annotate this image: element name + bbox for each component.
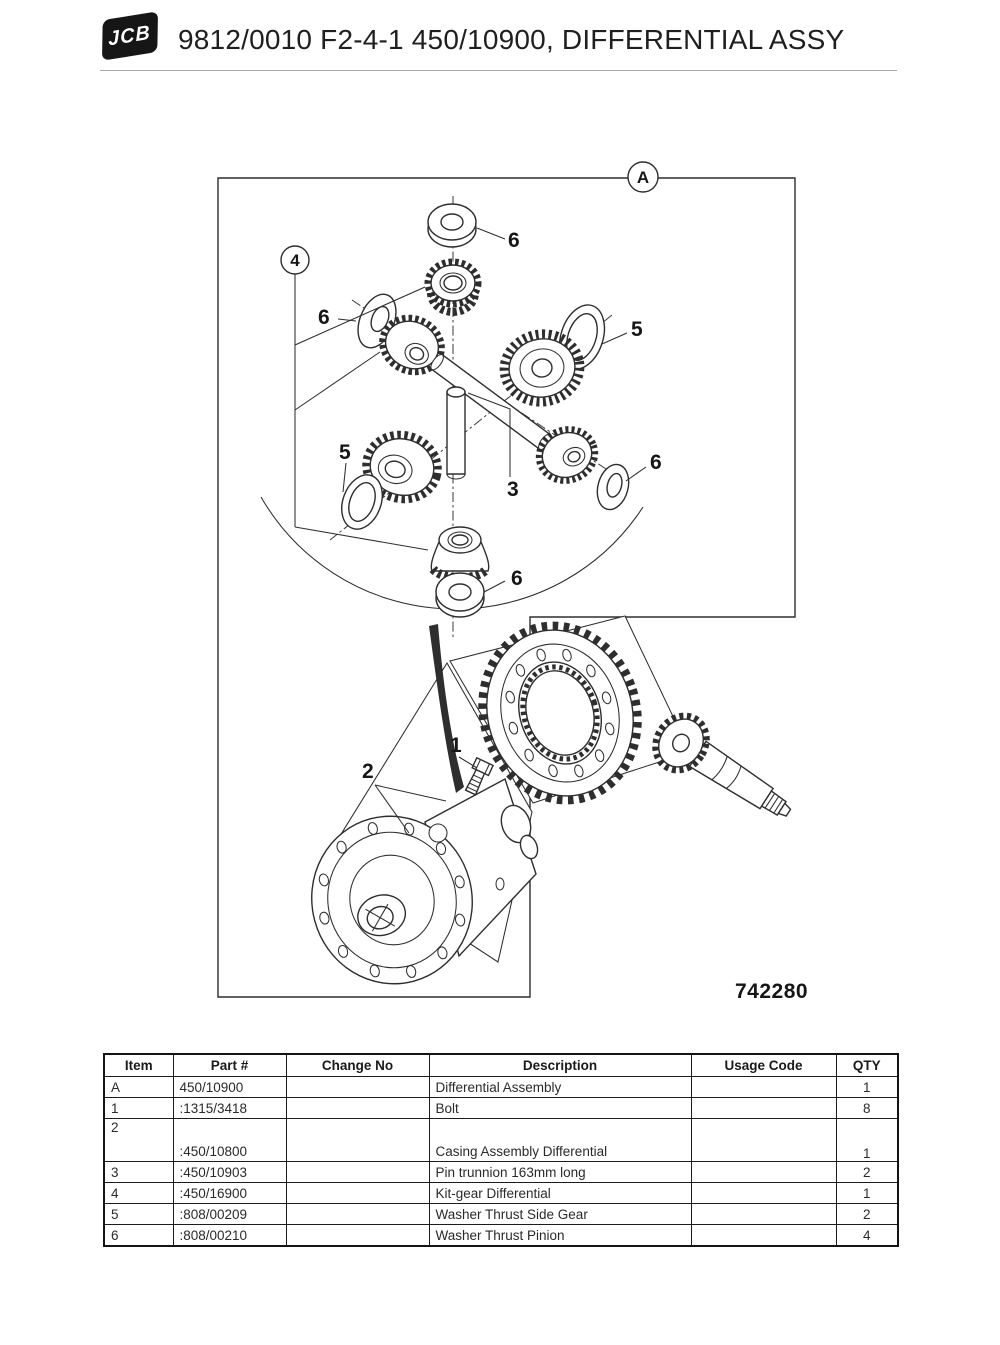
cell-change [286, 1225, 429, 1247]
pinion-shaft [646, 706, 804, 836]
callout-1: 1 [450, 734, 462, 757]
cell-item: 4 [104, 1183, 173, 1204]
jcb-logo-text: JCB [108, 21, 152, 50]
cell-item: 6 [104, 1225, 173, 1247]
callout-5-right: 5 [631, 318, 643, 341]
cell-part: :450/16900 [173, 1183, 286, 1204]
cell-usage [691, 1119, 836, 1162]
cell-usage [691, 1077, 836, 1098]
figure-number: 742280 [735, 980, 809, 1003]
table-row [104, 1098, 898, 1119]
washer-thrust-bottom [436, 573, 484, 617]
cell-part: 450/10900 [173, 1077, 286, 1098]
cell-item: 1 [104, 1098, 173, 1119]
cell-change [286, 1098, 429, 1119]
cell-qty: 1 [836, 1119, 898, 1162]
table-row [104, 1077, 898, 1098]
cell-description: Kit-gear Differential [429, 1183, 691, 1204]
cell-usage [691, 1204, 836, 1225]
gear-pinion-top [428, 262, 478, 312]
cell-usage [691, 1225, 836, 1247]
balloon-A [628, 162, 658, 192]
cell-item: 3 [104, 1162, 173, 1183]
washer-thrust-top [428, 204, 476, 247]
cell-description: Pin trunnion 163mm long [429, 1162, 691, 1183]
washer-thrust-lower-right [593, 461, 634, 513]
balloon-4-number: 4 [290, 251, 300, 270]
cell-item: 2 [104, 1119, 173, 1162]
callout-5-lower-left: 5 [339, 441, 351, 464]
cell-usage [691, 1162, 836, 1183]
callout-2: 2 [362, 760, 374, 783]
cell-description: Washer Thrust Side Gear [429, 1204, 691, 1225]
callout-3: 3 [507, 478, 519, 501]
cell-part: :1315/3418 [173, 1098, 286, 1119]
callout-6-left: 6 [318, 306, 330, 329]
cell-part: :450/10800 [173, 1119, 286, 1162]
cell-description: Bolt [429, 1098, 691, 1119]
cell-description: Washer Thrust Pinion [429, 1225, 691, 1247]
leader-6-lower-right [626, 467, 646, 481]
cell-usage [691, 1098, 836, 1119]
cell-item: A [104, 1077, 173, 1098]
table-row [104, 1162, 898, 1183]
cell-qty: 2 [836, 1162, 898, 1183]
cell-part: :808/00209 [173, 1204, 286, 1225]
cell-part: :808/00210 [173, 1225, 286, 1247]
cell-qty: 4 [836, 1225, 898, 1247]
cell-change [286, 1162, 429, 1183]
cell-change [286, 1183, 429, 1204]
leader-6-top [477, 228, 505, 239]
pin-trunnion-vertical [447, 387, 465, 479]
cell-description: Casing Assembly Differential [429, 1119, 691, 1162]
callout-6-top: 6 [508, 229, 520, 252]
leader-6-bottom [484, 581, 505, 592]
cell-part: :450/10903 [173, 1162, 286, 1183]
cell-qty: 2 [836, 1204, 898, 1225]
cell-qty: 1 [836, 1077, 898, 1098]
col-header-usage: Usage Code [691, 1054, 836, 1077]
cell-qty: 8 [836, 1098, 898, 1119]
parts-table [103, 1053, 899, 1247]
page-title: 9812/0010 F2-4-1 450/10900, DIFFERENTIAL ASSY [178, 24, 845, 55]
cell-change [286, 1204, 429, 1225]
col-header-description: Description [429, 1054, 691, 1077]
cell-description: Differential Assembly [429, 1077, 691, 1098]
col-header-change: Change No [286, 1054, 429, 1077]
cell-change [286, 1077, 429, 1098]
table-row [104, 1183, 898, 1204]
callout-6-lower-right: 6 [650, 451, 662, 474]
table-row [104, 1119, 898, 1162]
leader-5-right [602, 333, 627, 344]
callout-6-bottom: 6 [511, 567, 523, 590]
cell-qty: 1 [836, 1183, 898, 1204]
table-row [104, 1204, 898, 1225]
table-header-row [104, 1054, 898, 1077]
balloon-A-letter: A [636, 168, 650, 187]
cell-change [286, 1119, 429, 1162]
cell-item: 5 [104, 1204, 173, 1225]
cell-usage [691, 1183, 836, 1204]
col-header-item: Item [104, 1054, 173, 1077]
col-header-qty: QTY [836, 1054, 898, 1077]
leader-5-lower-left [343, 463, 346, 492]
table-row [104, 1225, 898, 1247]
gear-pinion-bottom [431, 527, 488, 578]
col-header-part: Part # [173, 1054, 286, 1077]
